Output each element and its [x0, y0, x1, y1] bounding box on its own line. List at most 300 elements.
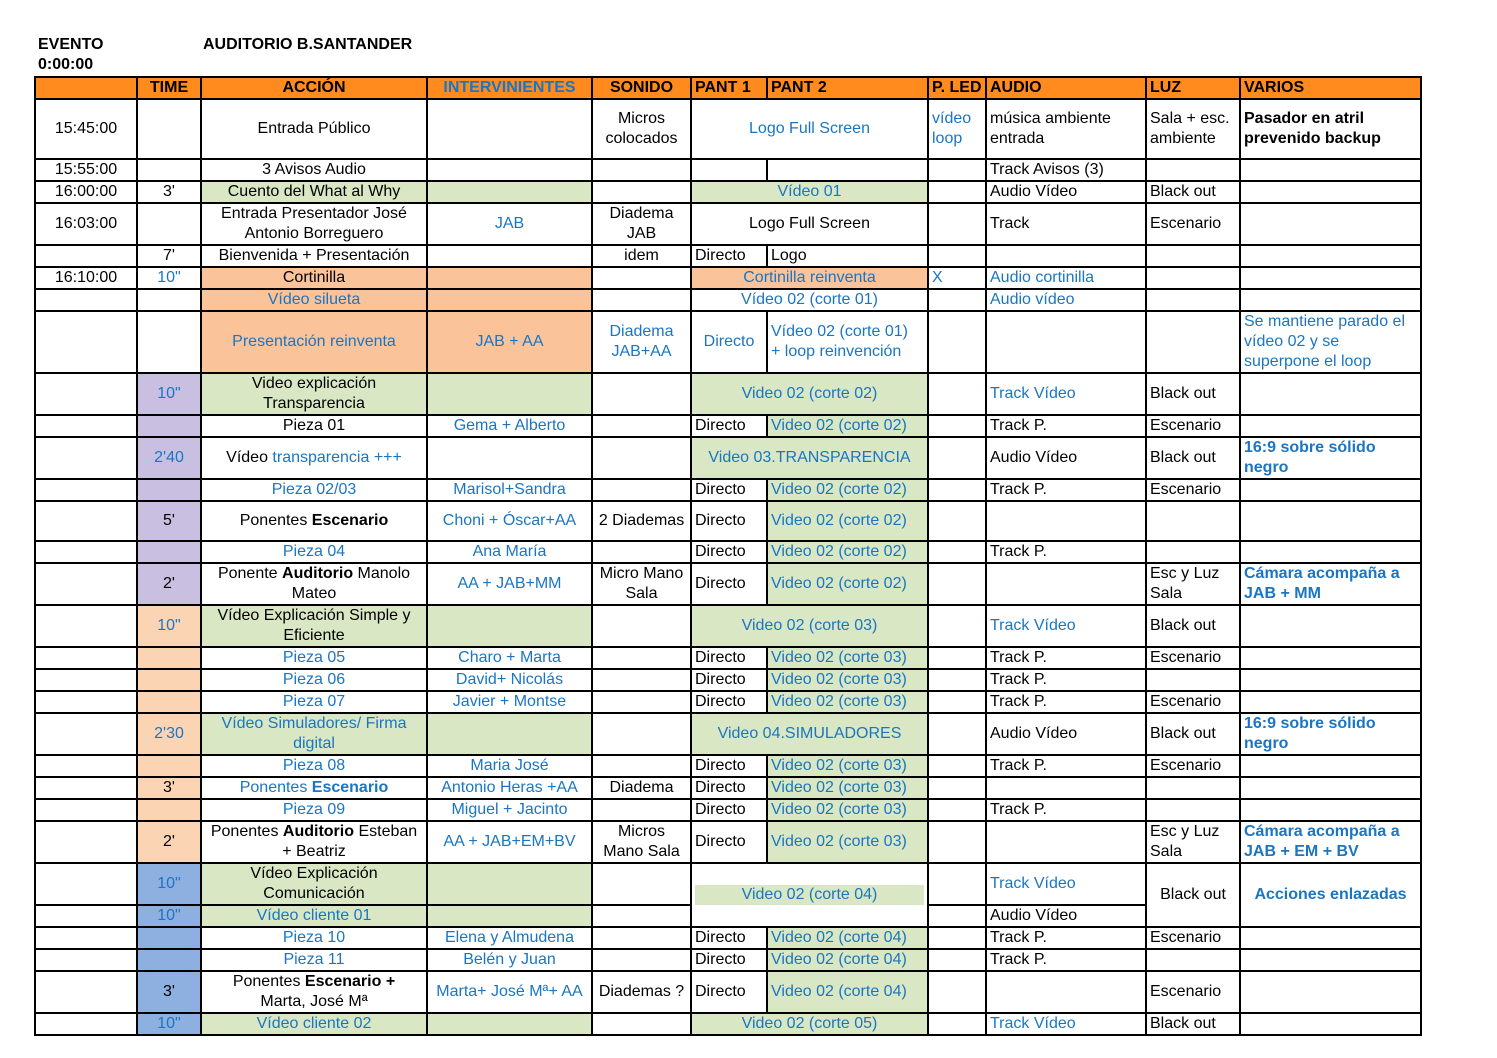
interv-cell [427, 267, 592, 289]
audio-cell: Audio vídeo [986, 289, 1146, 311]
interv-cell: AA + JAB+EM+BV [427, 821, 592, 863]
time-cell: 7' [137, 245, 201, 267]
varios-cell [1240, 501, 1421, 541]
luz-cell [1146, 501, 1240, 541]
pant2-cell: Video 02 (corte 03) [767, 777, 928, 799]
interv-cell [427, 159, 592, 181]
accion-cell: Bienvenida + Presentación [201, 245, 427, 267]
interv-cell: Marta+ José Mª+ AA [427, 971, 592, 1013]
table-row [35, 927, 1421, 949]
led-cell [928, 203, 986, 245]
time-cell [137, 203, 201, 245]
audio-cell: Track Vídeo [986, 1013, 1146, 1035]
led-cell [928, 479, 986, 501]
accion-line: digital [293, 735, 335, 752]
varios-cell [1240, 415, 1421, 437]
pant2-cell: Video 02 (corte 03) [767, 647, 928, 669]
col-audio: AUDIO [986, 77, 1146, 99]
interv-cell [427, 289, 592, 311]
col-luz: LUZ [1146, 77, 1240, 99]
table-row [35, 479, 1421, 501]
sonido-cell [592, 159, 691, 181]
pant-cell: Video 02 (corte 02) [691, 373, 928, 415]
sonido-cell [592, 669, 691, 691]
luz-cell [1146, 799, 1240, 821]
event-time: 0:00:00 [38, 56, 94, 73]
accion-line: Comunicación [263, 885, 365, 902]
sonido-cell [592, 755, 691, 777]
led-cell [928, 971, 986, 1013]
led-line: loop [932, 130, 963, 147]
audio-cell [986, 777, 1146, 799]
luz-line: Esc y Luz [1150, 565, 1220, 582]
varios-line: Se mantiene parado el [1244, 313, 1405, 330]
luz-cell: Black out [1146, 373, 1240, 415]
clock-cell [35, 605, 137, 647]
led-cell [928, 501, 986, 541]
accion-cell [201, 777, 427, 799]
pant1-cell: Directo [691, 927, 767, 949]
interv-cell [427, 99, 592, 159]
accion-cell [201, 203, 427, 245]
pant1-cell: Directo [691, 563, 767, 605]
luz-cell [1146, 267, 1240, 289]
interv-cell [427, 245, 592, 267]
clock-cell [35, 949, 137, 971]
clock-cell [35, 777, 137, 799]
col-time: TIME [137, 77, 201, 99]
varios-cell [1240, 541, 1421, 563]
col-intervinientes: INTERVINIENTES [427, 77, 592, 99]
varios-cell [1240, 373, 1421, 415]
clock-cell: 16:10:00 [35, 267, 137, 289]
audio-cell: Track P. [986, 415, 1146, 437]
accion-part: transparencia +++ [272, 449, 402, 466]
sonido-line: Micros [617, 110, 666, 127]
sonido-cell [592, 311, 691, 373]
led-cell [928, 541, 986, 563]
sonido-cell: idem [592, 245, 691, 267]
interv-cell [427, 605, 592, 647]
audio-cell: Track P. [986, 755, 1146, 777]
clock-cell [35, 479, 137, 501]
clock-cell [35, 799, 137, 821]
varios-line: Cámara acompaña a [1244, 823, 1400, 840]
pant1-cell: Directo [691, 755, 767, 777]
accion-cell: Pieza 10 [201, 927, 427, 949]
clock-cell [35, 437, 137, 479]
audio-cell [986, 501, 1146, 541]
pant-cell: Video 03.TRANSPARENCIA [691, 437, 928, 479]
varios-line: prevenido backup [1244, 130, 1381, 147]
pant1-cell [691, 159, 767, 181]
sonido-line: colocados [605, 130, 678, 147]
luz-cell: Black out [1146, 181, 1240, 203]
audio-line: música ambiente [990, 110, 1111, 127]
sonido-cell [592, 541, 691, 563]
accion-line: Vídeo Explicación [250, 865, 378, 882]
varios-cell [1240, 159, 1421, 181]
pant1-cell: Directo [691, 669, 767, 691]
time-cell: 3' [137, 971, 201, 1013]
luz-cell [1146, 245, 1240, 267]
led-cell [928, 563, 986, 605]
accion-cell: Vídeo cliente 01 [201, 905, 427, 927]
sonido-cell: Diademas ? [592, 971, 691, 1013]
luz-cell [1146, 311, 1240, 373]
luz-line: ambiente [1150, 130, 1216, 147]
pant1-cell: Directo [691, 821, 767, 863]
table-row [35, 267, 1421, 289]
interv-cell: Miguel + Jacinto [427, 799, 592, 821]
varios-cell [1240, 949, 1421, 971]
clock-cell [35, 691, 137, 713]
audio-cell: Track P. [986, 691, 1146, 713]
sonido-cell [592, 1013, 691, 1035]
time-cell: 5' [137, 501, 201, 541]
accion-line: Vídeo Explicación Simple y [217, 607, 411, 624]
pant2-cell: Video 02 (corte 02) [767, 479, 928, 501]
led-cell [928, 821, 986, 863]
accion-cell [201, 437, 427, 479]
table-row [35, 777, 1421, 799]
sonido-cell [592, 181, 691, 203]
interv-cell [427, 181, 592, 203]
time-cell: 2'40 [137, 437, 201, 479]
pant2-cell: Video 02 (corte 02) [767, 563, 928, 605]
accion-part: Escenario [311, 779, 389, 796]
varios-cell [1240, 971, 1421, 1013]
audio-cell [986, 563, 1146, 605]
table-row [35, 863, 1421, 905]
led-cell [928, 437, 986, 479]
luz-cell: Escenario [1146, 755, 1240, 777]
varios-cell [1240, 99, 1421, 159]
audio-cell [986, 245, 1146, 267]
accion-cell [201, 713, 427, 755]
sonido-cell: 2 Diademas [592, 501, 691, 541]
audio-cell: Track Avisos (3) [986, 159, 1146, 181]
time-cell [137, 799, 201, 821]
sonido-line: Sala [625, 585, 658, 602]
time-cell: 10" [137, 267, 201, 289]
interv-cell [427, 373, 592, 415]
accion-cell: Pieza 05 [201, 647, 427, 669]
table-row [35, 799, 1421, 821]
table-row [35, 415, 1421, 437]
sonido-cell [592, 373, 691, 415]
pant-cell: Cortinilla reinventa [691, 267, 928, 289]
pant-cell: Vídeo 02 (corte 01) [691, 289, 928, 311]
interv-cell [427, 437, 592, 479]
audio-cell [986, 821, 1146, 863]
luz-cell [1146, 669, 1240, 691]
table-row [35, 203, 1421, 245]
clock-cell [35, 501, 137, 541]
varios-cell [1240, 311, 1421, 373]
luz-cell: Escenario [1146, 971, 1240, 1013]
varios-cell [1240, 777, 1421, 799]
interv-cell: Marisol+Sandra [427, 479, 592, 501]
audio-cell [986, 971, 1146, 1013]
time-cell [137, 159, 201, 181]
luz-line: Sala [1150, 585, 1183, 602]
table-row [35, 289, 1421, 311]
pant2-cell: Video 02 (corte 03) [767, 755, 928, 777]
interv-cell: Gema + Alberto [427, 415, 592, 437]
sonido-cell [592, 479, 691, 501]
luz-cell [1146, 563, 1240, 605]
accion-line: Entrada Presentador José [221, 205, 407, 222]
varios-line: 16:9 sobre sólido [1244, 715, 1376, 732]
accion-part: Auditorio [282, 565, 354, 582]
clock-cell [35, 373, 137, 415]
clock-cell [35, 245, 137, 267]
accion-cell: Cuento del What al Why [201, 181, 427, 203]
time-cell [137, 99, 201, 159]
led-cell [928, 415, 986, 437]
pant2-line: + loop reinvención [771, 343, 902, 360]
led-cell [928, 863, 986, 905]
sonido-cell [592, 267, 691, 289]
sonido-cell [592, 821, 691, 863]
audio-cell: Track Vídeo [986, 863, 1146, 905]
led-cell [928, 181, 986, 203]
sonido-line: Diadema [609, 323, 674, 340]
pant2-line: Vídeo 02 (corte 01) [771, 323, 908, 340]
led-cell [928, 905, 986, 927]
accion-cell: Pieza 06 [201, 669, 427, 691]
audio-cell: Track P. [986, 927, 1146, 949]
accion-cell: Pieza 08 [201, 755, 427, 777]
led-cell [928, 647, 986, 669]
varios-line: JAB + MM [1244, 585, 1321, 602]
pant-cell: Video 02 (corte 03) [691, 605, 928, 647]
varios-line: Cámara acompaña a [1244, 565, 1400, 582]
accion-cell: Pieza 04 [201, 541, 427, 563]
led-cell [928, 605, 986, 647]
led-cell [928, 713, 986, 755]
sonido-line: Micro Mano [599, 565, 684, 582]
varios-cell [1240, 821, 1421, 863]
audio-cell [986, 99, 1146, 159]
header-row [35, 77, 1421, 99]
varios-line: vídeo 02 y se [1244, 333, 1340, 350]
pant1-cell: Directo [691, 541, 767, 563]
accion-line: Antonio Borreguero [244, 225, 384, 242]
accion-cell: Pieza 11 [201, 949, 427, 971]
clock-cell [35, 971, 137, 1013]
table-row [35, 245, 1421, 267]
pant2-cell: Video 02 (corte 03) [767, 691, 928, 713]
accion-line: + Beatriz [282, 843, 346, 860]
varios-cell [1240, 755, 1421, 777]
clock-cell [35, 289, 137, 311]
time-cell [137, 927, 201, 949]
led-cell [928, 927, 986, 949]
time-cell [137, 949, 201, 971]
varios-cell [1240, 669, 1421, 691]
pant1-cell: Directo [691, 245, 767, 267]
venue-title: AUDITORIO B.SANTANDER [203, 36, 413, 53]
pant-cell [691, 863, 928, 927]
luz-line: Sala + esc. [1150, 110, 1230, 127]
varios-cell [1240, 245, 1421, 267]
time-cell: 2' [137, 821, 201, 863]
table-row [35, 373, 1421, 415]
table-row [35, 437, 1421, 479]
led-cell [928, 311, 986, 373]
accion-cell: Pieza 01 [201, 415, 427, 437]
interv-cell: Belén y Juan [427, 949, 592, 971]
pant2-cell [767, 159, 928, 181]
time-cell [137, 479, 201, 501]
pant-cell: Logo Full Screen [691, 99, 928, 159]
varios-cell [1240, 1013, 1421, 1035]
pant1-cell: Directo [691, 311, 767, 373]
varios-cell [1240, 605, 1421, 647]
led-line: vídeo [932, 110, 972, 127]
luz-cell: Escenario [1146, 415, 1240, 437]
table-row [35, 311, 1421, 373]
led-cell [928, 691, 986, 713]
table-row [35, 99, 1421, 159]
interv-cell [427, 713, 592, 755]
varios-cell [1240, 267, 1421, 289]
audio-cell: Track Vídeo [986, 373, 1146, 415]
col-pant2: PANT 2 [767, 77, 928, 99]
clock-cell: 15:45:00 [35, 99, 137, 159]
clock-cell [35, 905, 137, 927]
varios-line: negro [1244, 735, 1289, 752]
time-cell: 10" [137, 863, 201, 905]
sonido-cell [592, 713, 691, 755]
audio-cell: Audio Vídeo [986, 437, 1146, 479]
table-row [35, 713, 1421, 755]
table-row [35, 563, 1421, 605]
pant2-cell: Logo [767, 245, 928, 267]
table-row [35, 669, 1421, 691]
interv-cell: JAB [427, 203, 592, 245]
accion-line: Transparencia [263, 395, 365, 412]
audio-cell: Track P. [986, 669, 1146, 691]
table-row [35, 691, 1421, 713]
sonido-line: Mano Sala [603, 843, 680, 860]
accion-part: Manolo [353, 565, 411, 582]
table-row [35, 541, 1421, 563]
time-cell [137, 415, 201, 437]
audio-cell: Audio Vídeo [986, 713, 1146, 755]
sonido-cell [592, 415, 691, 437]
time-cell: 3' [137, 181, 201, 203]
accion-cell [201, 605, 427, 647]
table-row [35, 647, 1421, 669]
clock-cell [35, 713, 137, 755]
led-cell [928, 777, 986, 799]
time-cell: 10" [137, 373, 201, 415]
varios-cell [1240, 479, 1421, 501]
luz-cell [1146, 541, 1240, 563]
accion-line: Video explicación [251, 375, 377, 392]
sonido-cell [592, 563, 691, 605]
pant1-cell: Directo [691, 691, 767, 713]
accion-line: Vídeo Simuladores/ Firma [221, 715, 407, 732]
interv-cell: Charo + Marta [427, 647, 592, 669]
sonido-line: Micros [617, 823, 666, 840]
sonido-cell: Diadema [592, 777, 691, 799]
interv-cell: Elena y Almudena [427, 927, 592, 949]
interv-cell [427, 1013, 592, 1035]
luz-cell [1146, 777, 1240, 799]
varios-cell [1240, 927, 1421, 949]
interv-cell: JAB + AA [427, 311, 592, 373]
accion-part: Vídeo [226, 449, 273, 466]
pant2-cell: Video 02 (corte 04) [767, 971, 928, 1013]
sonido-cell [592, 99, 691, 159]
luz-line: Sala [1150, 843, 1183, 860]
accion-cell [201, 563, 427, 605]
clock-cell [35, 927, 137, 949]
accion-part: Ponente [217, 565, 283, 582]
pant2-cell: Video 02 (corte 02) [767, 415, 928, 437]
varios-line: negro [1244, 459, 1289, 476]
accion-part: Auditorio [282, 823, 354, 840]
luz-cell: Black out [1146, 713, 1240, 755]
led-cell: X [928, 267, 986, 289]
sonido-cell [592, 863, 691, 905]
led-cell [928, 949, 986, 971]
table-row [35, 159, 1421, 181]
accion-cell: Pieza 09 [201, 799, 427, 821]
pant1-cell: Directo [691, 479, 767, 501]
pant2-cell: Video 02 (corte 02) [767, 541, 928, 563]
col-accion: ACCIÓN [201, 77, 427, 99]
varios-cell [1240, 647, 1421, 669]
led-cell [928, 373, 986, 415]
pant-cell: Logo Full Screen [691, 203, 928, 245]
pant2-cell: Video 02 (corte 03) [767, 821, 928, 863]
sonido-cell [592, 605, 691, 647]
varios-cell [1240, 713, 1421, 755]
pant1-cell: Directo [691, 799, 767, 821]
accion-cell [201, 971, 427, 1013]
time-cell: 2'30 [137, 713, 201, 755]
led-cell [928, 159, 986, 181]
accion-part: Ponentes [210, 823, 283, 840]
audio-cell: Track P. [986, 949, 1146, 971]
luz-cell: Escenario [1146, 479, 1240, 501]
table-row [35, 821, 1421, 863]
time-cell: 2' [137, 563, 201, 605]
pant2-cell: Video 02 (corte 03) [767, 799, 928, 821]
luz-cell [1146, 159, 1240, 181]
accion-cell [201, 821, 427, 863]
pant-cell: Video 02 (corte 05) [691, 1013, 928, 1035]
led-cell [928, 1013, 986, 1035]
time-cell [137, 541, 201, 563]
time-cell [137, 647, 201, 669]
accion-cell: Cortinilla [201, 267, 427, 289]
time-cell [137, 311, 201, 373]
varios-line: 16:9 sobre sólido [1244, 439, 1376, 456]
luz-cell: Black out [1146, 863, 1240, 927]
col-varios: VARIOS [1240, 77, 1421, 99]
interv-cell [427, 905, 592, 927]
accion-part: Ponentes [232, 973, 305, 990]
varios-line: superpone el loop [1244, 353, 1372, 370]
col-pled: P. LED [928, 77, 986, 99]
clock-cell [35, 311, 137, 373]
